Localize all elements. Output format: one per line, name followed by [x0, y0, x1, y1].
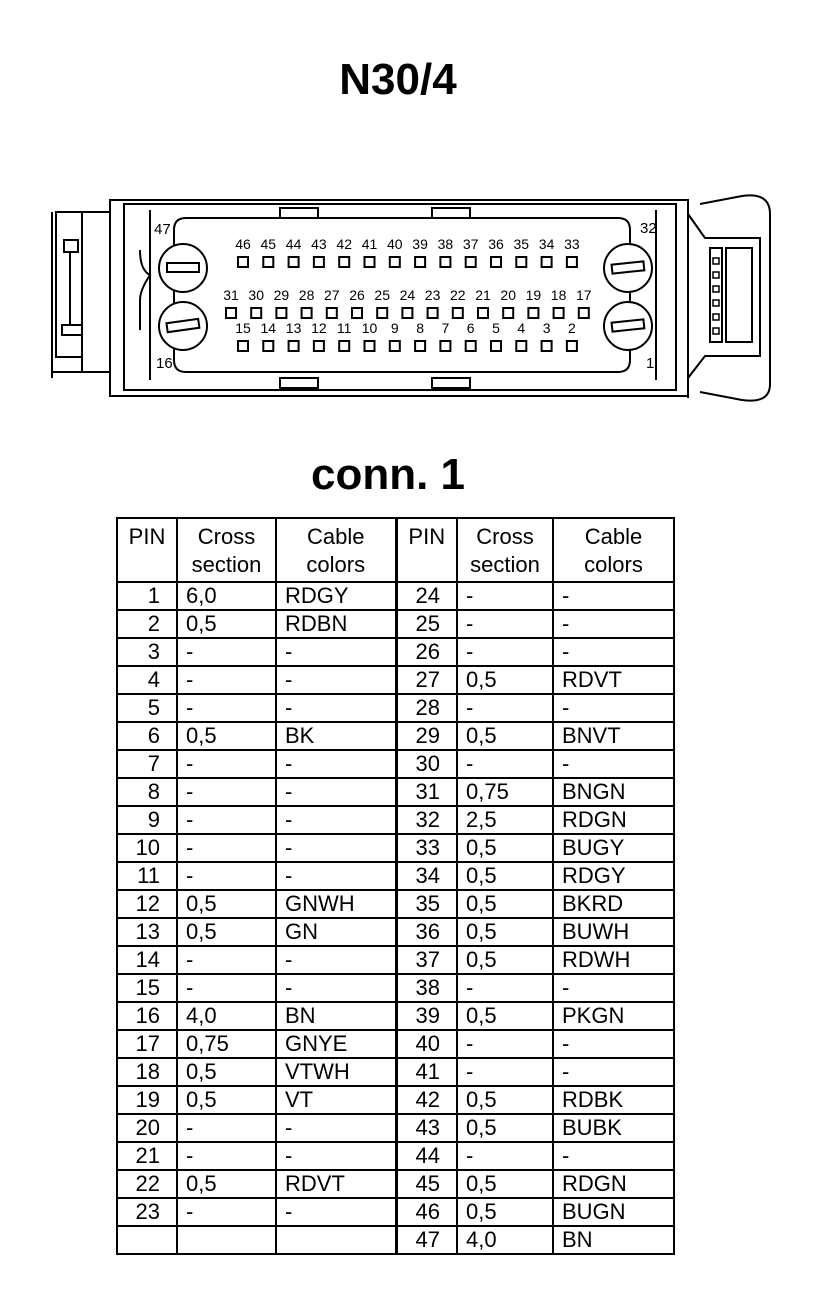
- table-row: [117, 890, 674, 918]
- cable-color-cell: BN: [553, 1226, 674, 1254]
- cable-color-cell: RDVT: [276, 1170, 396, 1198]
- latch-detail-icon: [64, 240, 78, 252]
- cable-color-cell: -: [553, 610, 674, 638]
- pin-number-label: 6: [466, 320, 475, 336]
- cross-section-cell: [177, 1226, 276, 1254]
- cable-color-cell: BNGN: [553, 778, 674, 806]
- pin-socket: [327, 308, 337, 318]
- cable-color-cell: -: [276, 974, 396, 1002]
- cable-color-cell: -: [276, 694, 396, 722]
- pin-number-label: 26: [349, 287, 365, 303]
- cross-section-cell: -: [177, 694, 276, 722]
- pin-socket: [491, 341, 501, 351]
- cross-section-cell: -: [177, 834, 276, 862]
- pin-number-cell: 37: [396, 946, 457, 974]
- table-row: [117, 1142, 674, 1170]
- table-row: [117, 834, 674, 862]
- cross-section-cell: -: [457, 582, 553, 610]
- screw-slot: [612, 319, 645, 331]
- pin-number-cell: 30: [396, 750, 457, 778]
- cross-section-cell: -: [457, 610, 553, 638]
- pin-number-cell: 9: [117, 806, 177, 834]
- pin-socket: [503, 308, 513, 318]
- table-row: [117, 918, 674, 946]
- table-row: [117, 1226, 674, 1254]
- pin-number-label: 41: [361, 236, 378, 252]
- corner-label-bottom-right: 1: [646, 355, 655, 372]
- pin-socket: [402, 308, 412, 318]
- cable-color-cell: -: [276, 946, 396, 974]
- pin-number-cell: 7: [117, 750, 177, 778]
- table-row: [117, 1170, 674, 1198]
- cross-section-cell: 0,5: [177, 890, 276, 918]
- cross-section-cell: 0,75: [177, 1030, 276, 1058]
- pin-socket: [390, 341, 400, 351]
- cross-section-cell: -: [457, 638, 553, 666]
- pin-number-label: 11: [336, 320, 352, 336]
- pin-number-label: 5: [492, 320, 500, 336]
- pin-socket: [528, 308, 538, 318]
- pin-number-label: 43: [311, 236, 327, 252]
- pin-number-label: 39: [412, 236, 428, 252]
- pin-number-cell: 3: [117, 638, 177, 666]
- table-row: [117, 946, 674, 974]
- table-row: [117, 862, 674, 890]
- pin-number-cell: 14: [117, 946, 177, 974]
- pin-socket: [415, 341, 425, 351]
- cable-color-cell: GNWH: [276, 890, 396, 918]
- cross-section-cell: 0,5: [457, 862, 553, 890]
- pin-socket: [415, 257, 425, 267]
- pin-socket: [314, 257, 324, 267]
- cable-color-cell: -: [553, 582, 674, 610]
- cross-section-cell: -: [457, 694, 553, 722]
- pin-number-cell: 1: [117, 582, 177, 610]
- pin-socket: [440, 257, 450, 267]
- header-pin: PIN: [396, 518, 457, 582]
- connector-label: conn. 1: [310, 450, 466, 499]
- pin-number-cell: 32: [396, 806, 457, 834]
- cross-section-cell: -: [457, 1030, 553, 1058]
- pin-number-label: 18: [550, 287, 567, 303]
- cable-color-cell: BUGN: [553, 1198, 674, 1226]
- cross-section-cell: -: [457, 1142, 553, 1170]
- table-row: [117, 610, 674, 638]
- pin-number-label: 14: [260, 320, 277, 336]
- cross-section-cell: 0,5: [457, 1198, 553, 1226]
- pin-socket: [289, 341, 299, 351]
- pin-socket: [365, 341, 375, 351]
- table-row: [117, 722, 674, 750]
- pin-number-label: 20: [500, 287, 516, 303]
- table-row: [117, 1058, 674, 1086]
- table-row: [117, 1198, 674, 1226]
- pin-number-label: 40: [387, 236, 403, 252]
- pin-socket: [377, 308, 387, 318]
- pin-number-label: 4: [517, 320, 526, 336]
- cable-color-cell: BK: [276, 722, 396, 750]
- cable-color-cell: -: [553, 750, 674, 778]
- pin-number-label: 34: [538, 236, 555, 252]
- cross-section-cell: -: [177, 750, 276, 778]
- cross-section-cell: 0,5: [177, 722, 276, 750]
- pin-socket: [302, 308, 312, 318]
- cable-color-cell: GN: [276, 918, 396, 946]
- pin-number-cell: 33: [396, 834, 457, 862]
- pin-socket: [466, 341, 476, 351]
- cross-section-cell: 0,5: [457, 1086, 553, 1114]
- corner-label-top-right: 32: [640, 220, 657, 237]
- housing-tab: [280, 208, 318, 218]
- pin-number-cell: 15: [117, 974, 177, 1002]
- header-cross-section: Cross section: [177, 518, 276, 582]
- cable-color-cell: GNYE: [276, 1030, 396, 1058]
- pin-number-label: 33: [564, 236, 580, 252]
- pin-socket: [339, 341, 349, 351]
- cross-section-cell: 0,5: [177, 1086, 276, 1114]
- pin-number-cell: 21: [117, 1142, 177, 1170]
- cable-color-cell: VT: [276, 1086, 396, 1114]
- screw-slot: [167, 263, 199, 272]
- pin-number-cell: 43: [396, 1114, 457, 1142]
- cable-color-cell: -: [276, 862, 396, 890]
- pin-socket: [365, 257, 375, 267]
- pin-number-cell: 39: [396, 1002, 457, 1030]
- pin-number-cell: 10: [117, 834, 177, 862]
- pin-number-cell: 40: [396, 1030, 457, 1058]
- cross-section-cell: 0,5: [177, 610, 276, 638]
- cross-section-cell: -: [177, 1198, 276, 1226]
- cable-color-cell: -: [553, 694, 674, 722]
- pin-number-cell: 22: [117, 1170, 177, 1198]
- pin-socket: [567, 257, 577, 267]
- cable-color-cell: RDBN: [276, 610, 396, 638]
- cable-color-cell: -: [553, 1142, 674, 1170]
- screw-slot: [612, 261, 645, 273]
- header-cross-section: Cross section: [457, 518, 553, 582]
- table-row: [117, 1086, 674, 1114]
- table-row: [117, 750, 674, 778]
- cable-color-cell: -: [553, 638, 674, 666]
- pin-socket: [251, 308, 261, 318]
- pin-number-label: 36: [488, 236, 504, 252]
- pin-number-label: 17: [576, 287, 592, 303]
- pin-number-cell: 13: [117, 918, 177, 946]
- pin-number-label: 25: [374, 287, 390, 303]
- corner-label-top-left: 47: [154, 221, 171, 238]
- pin-number-cell: 11: [117, 862, 177, 890]
- cable-color-cell: RDGN: [553, 1170, 674, 1198]
- pin-number-label: 37: [462, 236, 479, 252]
- table-row: [117, 1114, 674, 1142]
- cross-section-cell: 0,5: [457, 722, 553, 750]
- table-row: [117, 694, 674, 722]
- cross-section-cell: 0,75: [457, 778, 553, 806]
- connector-diagram: [0, 180, 816, 420]
- cable-color-cell: -: [276, 834, 396, 862]
- cable-color-cell: -: [553, 974, 674, 1002]
- cable-color-cell: RDVT: [553, 666, 674, 694]
- pin-number-cell: 19: [117, 1086, 177, 1114]
- pin-number-cell: 26: [396, 638, 457, 666]
- cable-color-cell: BUWH: [553, 918, 674, 946]
- cable-color-cell: -: [276, 750, 396, 778]
- cross-section-cell: 0,5: [177, 1170, 276, 1198]
- cross-section-cell: -: [177, 974, 276, 1002]
- pin-number-label: 24: [399, 287, 416, 303]
- table-row: [117, 666, 674, 694]
- pin-socket: [466, 257, 476, 267]
- pin-number-cell: 18: [117, 1058, 177, 1086]
- pin-socket: [276, 308, 286, 318]
- cable-color-cell: -: [276, 1142, 396, 1170]
- pin-socket: [542, 341, 552, 351]
- cable-color-cell: BNVT: [553, 722, 674, 750]
- pin-number-label: 46: [235, 236, 251, 252]
- pin-socket: [516, 257, 526, 267]
- cross-section-cell: 0,5: [177, 1058, 276, 1086]
- pin-number-label: 29: [273, 287, 290, 303]
- pin-number-label: 27: [324, 287, 340, 303]
- cross-section-cell: 0,5: [457, 918, 553, 946]
- pin-number-label: 30: [248, 287, 264, 303]
- cable-color-cell: BUBK: [553, 1114, 674, 1142]
- pin-number-label: 42: [336, 236, 352, 252]
- table-row: [117, 1002, 674, 1030]
- pin-socket: [554, 308, 564, 318]
- cable-color-cell: RDGY: [276, 582, 396, 610]
- left-guide: [140, 250, 150, 330]
- pin-number-label: 28: [298, 287, 315, 303]
- cable-color-cell: RDGY: [553, 862, 674, 890]
- cable-color-cell: [276, 1226, 396, 1254]
- table-row: [117, 778, 674, 806]
- pin-number-label: 23: [424, 287, 441, 303]
- cross-section-cell: 4,0: [457, 1226, 553, 1254]
- cross-section-cell: -: [457, 974, 553, 1002]
- pin-socket: [428, 308, 438, 318]
- header-cable-colors: Cable colors: [553, 518, 674, 582]
- cable-color-cell: VTWH: [276, 1058, 396, 1086]
- cable-color-cell: PKGN: [553, 1002, 674, 1030]
- pin-assignment-table: [116, 517, 675, 1255]
- pin-number-cell: 47: [396, 1226, 457, 1254]
- cable-color-cell: -: [553, 1058, 674, 1086]
- housing-tab: [280, 378, 318, 388]
- pin-number-cell: 38: [396, 974, 457, 1002]
- cable-color-cell: -: [276, 806, 396, 834]
- pin-number-label: 12: [311, 320, 327, 336]
- pin-socket: [263, 257, 273, 267]
- pin-number-cell: 23: [117, 1198, 177, 1226]
- cross-section-cell: -: [177, 862, 276, 890]
- pin-number-label: 31: [223, 287, 239, 303]
- latch-detail-icon: [62, 325, 82, 335]
- housing-tab: [432, 378, 470, 388]
- cross-section-cell: 0,5: [457, 1002, 553, 1030]
- pin-socket: [352, 308, 362, 318]
- pin-number-label: 44: [285, 236, 302, 252]
- pin-number-label: 21: [475, 287, 491, 303]
- pin-number-cell: [117, 1226, 177, 1254]
- cross-section-cell: -: [177, 806, 276, 834]
- cable-color-cell: BN: [276, 1002, 396, 1030]
- pin-number-label: 7: [441, 320, 450, 336]
- pin-number-label: 8: [416, 320, 424, 336]
- cross-section-cell: -: [177, 638, 276, 666]
- pin-socket: [289, 257, 299, 267]
- pin-number-cell: 36: [396, 918, 457, 946]
- cross-section-cell: -: [457, 1058, 553, 1086]
- cross-section-cell: 0,5: [457, 1170, 553, 1198]
- pin-number-cell: 4: [117, 666, 177, 694]
- pin-number-cell: 29: [396, 722, 457, 750]
- pin-number-label: 45: [260, 236, 277, 252]
- cross-section-cell: 0,5: [457, 1114, 553, 1142]
- pin-socket: [226, 308, 236, 318]
- pin-number-cell: 44: [396, 1142, 457, 1170]
- latch-frame: [82, 212, 110, 372]
- cross-section-cell: 0,5: [457, 666, 553, 694]
- pin-socket: [542, 257, 552, 267]
- cross-section-cell: -: [177, 1142, 276, 1170]
- pin-number-cell: 27: [396, 666, 457, 694]
- pin-number-cell: 46: [396, 1198, 457, 1226]
- pin-number-cell: 25: [396, 610, 457, 638]
- cable-color-cell: -: [276, 1114, 396, 1142]
- pin-socket: [238, 257, 248, 267]
- cable-color-cell: -: [276, 638, 396, 666]
- pin-socket: [263, 341, 273, 351]
- header-pin: PIN: [117, 518, 177, 582]
- table-header-row: [117, 518, 674, 582]
- cable-color-cell: BUGY: [553, 834, 674, 862]
- cable-color-cell: RDWH: [553, 946, 674, 974]
- pin-number-cell: 31: [396, 778, 457, 806]
- cable-color-cell: -: [553, 1030, 674, 1058]
- pin-number-cell: 35: [396, 890, 457, 918]
- pin-number-label: 22: [450, 287, 466, 303]
- cross-section-cell: 2,5: [457, 806, 553, 834]
- cross-section-cell: 6,0: [177, 582, 276, 610]
- cross-section-cell: 0,5: [177, 918, 276, 946]
- cross-section-cell: 0,5: [457, 946, 553, 974]
- pin-number-cell: 45: [396, 1170, 457, 1198]
- table-row: [117, 582, 674, 610]
- cross-section-cell: -: [177, 778, 276, 806]
- connector-title: N30/4: [339, 55, 457, 104]
- pin-socket: [339, 257, 349, 267]
- pin-number-label: 3: [542, 320, 551, 336]
- pin-socket: [314, 341, 324, 351]
- cross-section-cell: -: [177, 946, 276, 974]
- pin-number-label: 15: [235, 320, 251, 336]
- pin-number-cell: 8: [117, 778, 177, 806]
- pin-number-label: 38: [437, 236, 454, 252]
- cross-section-cell: 0,5: [457, 834, 553, 862]
- pin-socket: [567, 341, 577, 351]
- header-cable-colors: Cable colors: [276, 518, 396, 582]
- pin-number-cell: 28: [396, 694, 457, 722]
- pin-number-cell: 24: [396, 582, 457, 610]
- cable-color-cell: -: [276, 778, 396, 806]
- cross-section-cell: -: [177, 1114, 276, 1142]
- pin-number-cell: 41: [396, 1058, 457, 1086]
- cable-color-cell: -: [276, 666, 396, 694]
- pin-number-label: 9: [390, 320, 399, 336]
- pin-number-cell: 42: [396, 1086, 457, 1114]
- pin-number-label: 35: [513, 236, 530, 252]
- cross-section-cell: -: [177, 666, 276, 694]
- pin-socket: [440, 341, 450, 351]
- cable-color-cell: -: [276, 1198, 396, 1226]
- right-latch-outer: [688, 200, 760, 398]
- right-latch-slot: [726, 248, 752, 342]
- pin-number-label: 13: [285, 320, 302, 336]
- pin-number-cell: 5: [117, 694, 177, 722]
- pin-socket: [516, 341, 526, 351]
- table-row: [117, 806, 674, 834]
- pin-number-cell: 6: [117, 722, 177, 750]
- pin-number-label: 10: [361, 320, 378, 336]
- pin-socket: [238, 341, 248, 351]
- pin-number-label: 19: [525, 287, 542, 303]
- pin-number-cell: 16: [117, 1002, 177, 1030]
- pin-socket: [478, 308, 488, 318]
- cross-section-cell: 4,0: [177, 1002, 276, 1030]
- pin-number-cell: 2: [117, 610, 177, 638]
- corner-label-bottom-left: 16: [156, 355, 173, 372]
- pin-socket: [491, 257, 501, 267]
- pin-socket: [390, 257, 400, 267]
- cross-section-cell: 0,5: [457, 890, 553, 918]
- table-row: [117, 638, 674, 666]
- cable-color-cell: BKRD: [553, 890, 674, 918]
- table-row: [117, 1030, 674, 1058]
- pin-number-label: 2: [568, 320, 576, 336]
- cable-color-cell: RDGN: [553, 806, 674, 834]
- housing-tab: [432, 208, 470, 218]
- cable-color-cell: RDBK: [553, 1086, 674, 1114]
- pin-number-cell: 20: [117, 1114, 177, 1142]
- table-row: [117, 974, 674, 1002]
- pin-socket: [453, 308, 463, 318]
- pin-number-cell: 34: [396, 862, 457, 890]
- cross-section-cell: -: [457, 750, 553, 778]
- pin-number-cell: 12: [117, 890, 177, 918]
- pin-socket: [579, 308, 589, 318]
- pin-number-cell: 17: [117, 1030, 177, 1058]
